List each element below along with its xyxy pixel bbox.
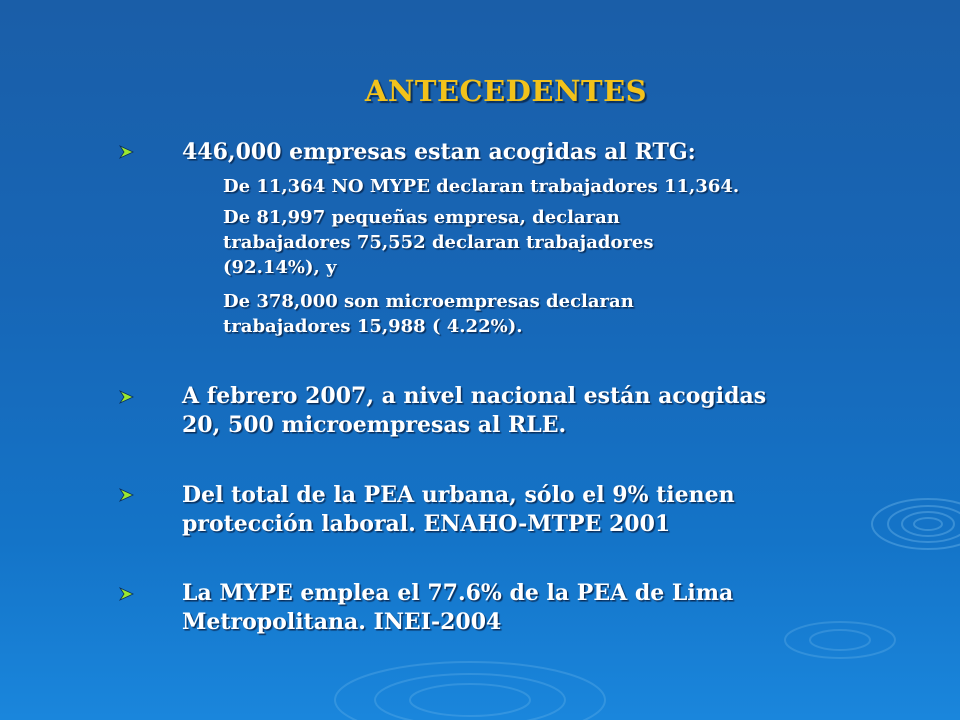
bullet-1-line-1: 446,000 empresas estan acogidas al RTG: [182, 139, 696, 165]
arrowhead-bullet-icon [119, 488, 134, 502]
slide-title: ANTECEDENTES [364, 74, 648, 108]
bullet-1-sub-1-line-1: De 11,364 NO MYPE declaran trabajadores 11,364. [223, 176, 740, 197]
bullet-1-sub-2-line-3: (92.14%), y [223, 257, 337, 278]
bullet-2-line-1: A febrero 2007, a nivel nacional están acogidas [182, 383, 767, 409]
arrowhead-bullet-icon [119, 390, 134, 404]
bullet-1-sub-2-line-1: De 81,997 pequeñas empresa, declaran [223, 207, 620, 228]
arrowhead-bullet-icon [119, 145, 134, 159]
bullet-3-line-1: Del total de la PEA urbana, sólo el 9% tienen [182, 482, 735, 508]
bullet-1-sub-2-line-2: trabajadores 75,552 declaran trabajadores [223, 232, 654, 253]
bullet-3-line-2: protección laboral. ENAHO-MTPE 2001 [182, 511, 671, 537]
arrowhead-bullet-icon [119, 587, 134, 601]
bullet-2-line-2: 20, 500 microempresas al RLE. [182, 412, 567, 438]
bullet-4-line-1: La MYPE emplea el 77.6% de la PEA de Lima [182, 580, 734, 606]
bullet-1-sub-3-line-1: De 378,000 son microempresas declaran [223, 291, 634, 312]
bullet-4-line-2: Metropolitana. INEI-2004 [182, 609, 502, 635]
bullet-1-sub-3-line-2: trabajadores 15,988 ( 4.22%). [223, 316, 523, 337]
